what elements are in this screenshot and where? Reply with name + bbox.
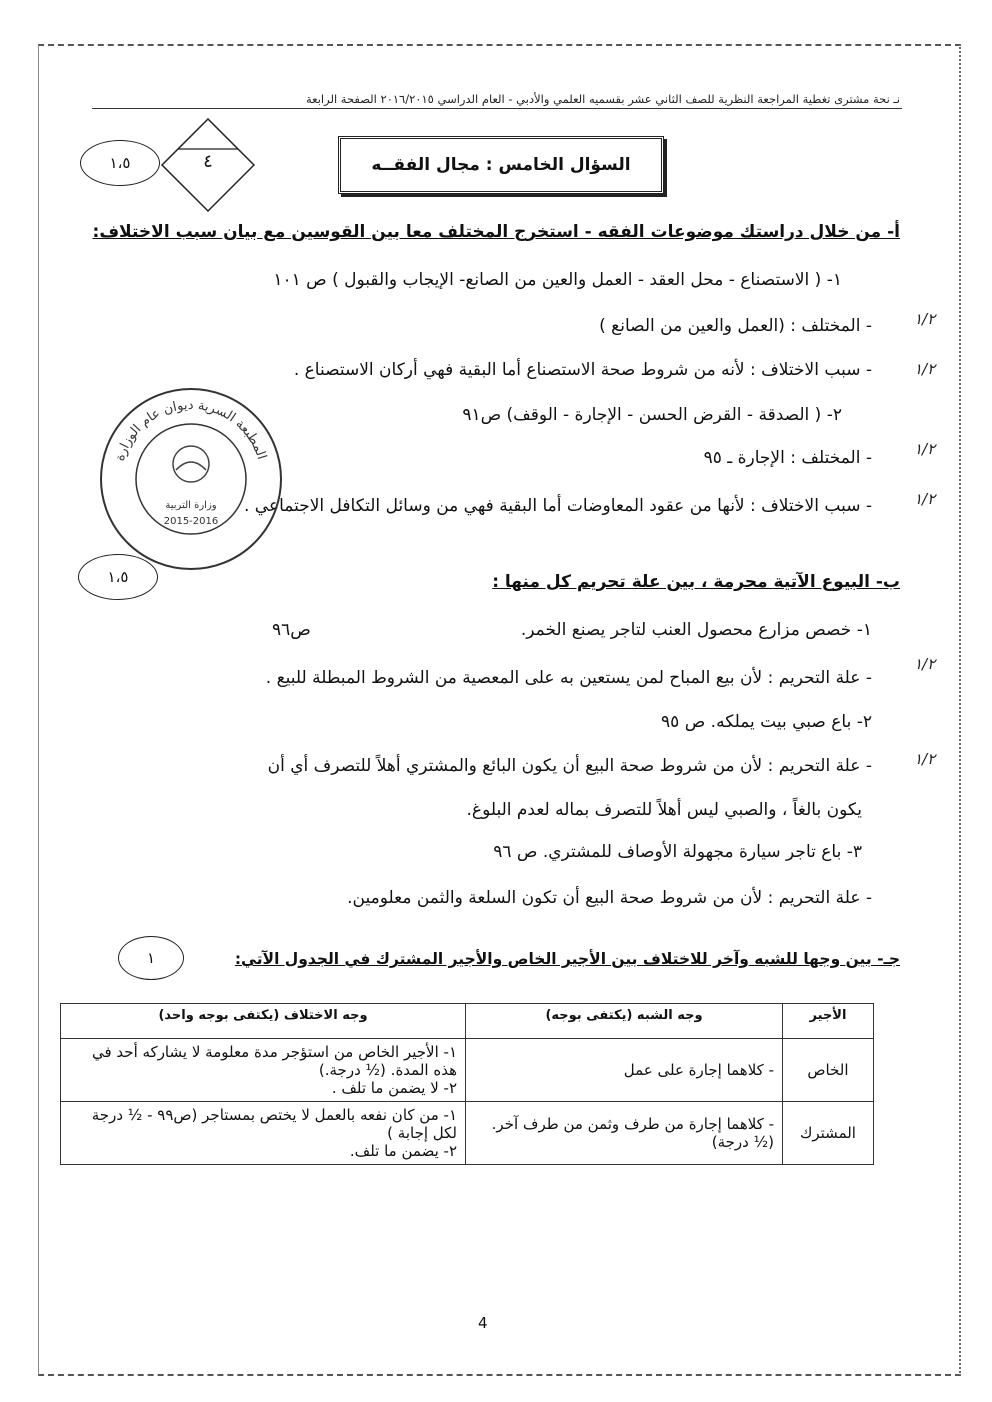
page-border [38,44,961,1376]
marks-oval-b: ١،٥ [78,554,158,600]
part-b-item-1: ١- خصص مزارع محصول العنب لتاجر يصنع الخمر. [520,620,872,640]
table-header-row [61,1004,874,1039]
part-b-heading: ب- البيوع الآتية محرمة ، بين علة تحريم كل منها : [492,572,900,592]
part-c-heading: جـ- بين وجها للشبه وآخر للاختلاف بين الأجير الخاص والأجير المشترك في الجدول الآتي: [234,950,900,968]
row-difference-2: ٢- يضمن ما تلف. [349,1142,457,1160]
part-a-line-4: ٢- ( الصدقة - القرض الحسن - الإجارة - الوقف) ص٩١ [462,405,842,425]
hand-mark-2: ١/٢ [914,360,936,378]
part-a-line-2: - المختلف : (العمل والعين من الصانع ) [599,316,872,336]
row-difference [61,1039,466,1102]
total-marks: ٤ [203,151,213,172]
row-difference-1: ١- من كان نفعه بالعمل لا يختص بمستاجر (ص٩٩ - ½ درجة لكل إجابة ) [91,1106,457,1142]
row-difference-2: ٢- لا يضمن ما تلف . [331,1079,457,1097]
row-similarity: - كلاهما إجارة على عمل [466,1039,783,1102]
part-b-item-3-reason: - علة التحريم : لأن من شروط صحة البيع أن تكون السلعة والثمن معلومين. [347,888,872,908]
hand-mark-1: ١/٢ [914,310,936,328]
part-a-line-5: - المختلف : الإجارة ـ ٩٥ [703,448,872,468]
row-worker: الخاص [783,1039,874,1102]
row-difference [61,1102,466,1165]
col-difference-header: وجه الاختلاف (يكتفى بوجه واحد) [61,1004,466,1039]
part-b-item-2-reason-b: يكون بالغاً ، والصبي ليس أهلاً للتصرف بماله لعدم البلوغ. [466,800,862,820]
ministry-stamp [96,384,286,574]
part-b-item-2: ٢- باع صبي بيت يملكه. ص ٩٥ [661,712,872,732]
marks-oval-a: ١،٥ [80,140,160,186]
page-header: نـ نحة مشترى تغطية المراجعة النظرية للصف الثاني عشر بقسميه العلمي والأدبي - العام الدراسي ٢٠١٦/٢٠١٥ الصفحة الرابعة [305,92,900,106]
row-similarity: - كلاهما إجارة من طرف وثمن من طرف آخر. (½ درجة) [466,1102,783,1165]
hand-mark-4: ١/٢ [914,490,936,508]
total-marks-diamond [158,115,258,215]
table-row [61,1102,874,1165]
comparison-table [60,1003,874,1165]
part-a-line-3: - سبب الاختلاف : لأنه من شروط صحة الاستصناع أما البقية فهي أركان الاستصناع . [293,360,872,380]
part-b-item-1-ref: ص٩٦ [272,620,311,640]
header-divider [92,108,902,109]
hand-mark-3: ١/٢ [914,440,936,458]
svg-text:2015-2016: 2015-2016 [163,516,219,527]
marks-oval-c: ١ [118,936,184,980]
svg-text:وزارة التربية: وزارة التربية [165,500,217,511]
row-worker: المشترك [783,1102,874,1165]
part-a-line-1: ١- ( الاستصناع - محل العقد - العمل والعين من الصانع- الإيجاب والقبول ) ص ١٠١ [273,270,842,290]
part-b-item-3: ٣- باع تاجر سيارة مجهولة الأوصاف للمشتري. ص ٩٦ [493,842,862,862]
part-b-item-2-reason-a: - علة التحريم : لأن من شروط صحة البيع أن يكون البائع والمشتري أهلاً للتصرف أي أن [267,756,872,776]
table-row [61,1039,874,1102]
col-similarity-header: وجه الشبه (يكتفى بوجه) [466,1004,783,1039]
svg-text:المطبعة السرية ديوان عام الوزا: المطبعة السرية ديوان عام الوزارة [112,397,269,463]
hand-mark-5: ١/٢ [914,655,936,673]
stamp-seal [96,384,286,574]
part-b-item-1-reason: - علة التحريم : لأن بيع المباح لمن يستعين به على المعصية من الشروط المبطلة للبيع . [265,668,872,688]
question-title: السؤال الخامس : مجال الفقــه [338,136,664,194]
hand-mark-6: ١/٢ [914,750,936,768]
part-a-heading: أ- من خلال دراستك موضوعات الفقه - استخرج المختلف معا بين القوسين مع بيان سبب الاختلاف: [92,222,900,242]
page-number: 4 [478,1314,488,1332]
col-worker-header: الأجير [783,1004,874,1039]
part-a-line-6: - سبب الاختلاف : لأنها من عقود المعاوضات أما البقية فهي من وسائل التكافل الاجتماعي . [243,496,872,516]
row-difference-1: ١- الأجير الخاص من استؤجر مدة معلومة لا يشاركه أحد في هذه المدة. (½ درجة.) [91,1043,457,1079]
